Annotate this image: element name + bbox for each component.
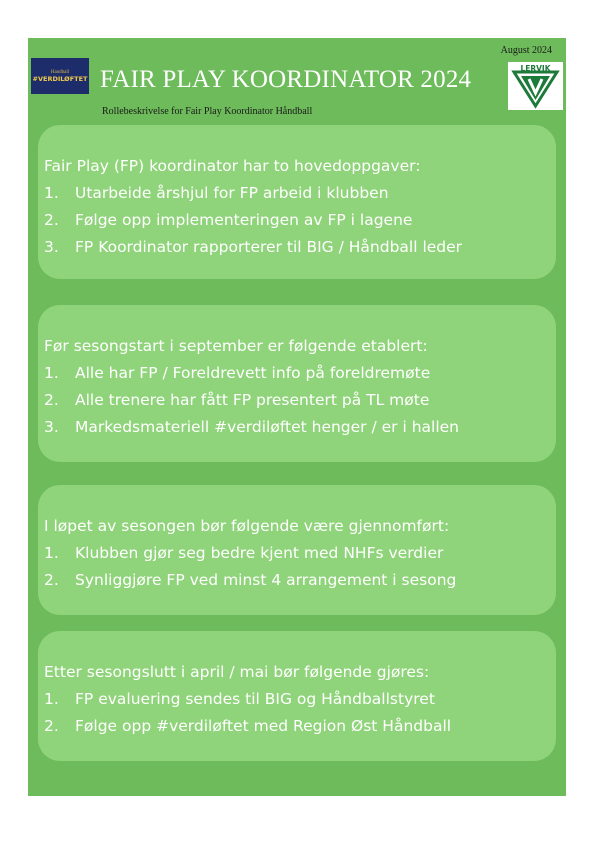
list-number: 2. — [44, 571, 59, 589]
list-item — [44, 180, 556, 207]
document-page — [28, 38, 566, 796]
lervik-logo — [508, 62, 563, 110]
list-item — [44, 234, 556, 261]
list-item — [44, 414, 556, 441]
list-number: 1. — [44, 544, 59, 562]
list-number: 2. — [44, 391, 59, 409]
list-number: 1. — [44, 690, 59, 708]
section-heading: Fair Play (FP) koordinator har to hovedoppgaver: — [44, 157, 421, 175]
list-text: FP evaluering sendes til BIG og Håndballstyret — [75, 690, 435, 708]
list-item — [44, 540, 556, 567]
list-text: Følge opp implementeringen av FP i lagene — [75, 211, 413, 229]
list-item — [44, 207, 556, 234]
list-text: Følge opp #verdiløftet med Region Øst Håndball — [75, 717, 452, 735]
list-text: Alle trenere har fått FP presentert på TL møte — [75, 391, 430, 409]
list-number: 1. — [44, 364, 59, 382]
list-text: Markedsmateriell #verdiløftet henger / er i hallen — [75, 418, 459, 436]
section-before-season — [38, 305, 556, 462]
verdiloftet-logo — [31, 58, 89, 94]
list-text: FP Koordinator rapporterer til BIG / Håndball leder — [75, 238, 463, 256]
list-text: Utarbeide årshjul for FP arbeid i klubben — [75, 184, 389, 202]
section-during-season — [38, 485, 556, 615]
section-heading: Før sesongstart i september er følgende etablert: — [44, 337, 428, 355]
section-heading: I løpet av sesongen bør følgende være gjennomført: — [44, 517, 450, 535]
list-item — [44, 686, 556, 713]
page-title: FAIR PLAY KOORDINATOR 2024 — [100, 66, 472, 93]
list-item — [44, 360, 556, 387]
list-item — [44, 713, 556, 740]
verdiloftet-logo-text: #VERDILØFTET — [32, 74, 88, 83]
list-number: 3. — [44, 238, 59, 256]
section-main-tasks — [38, 125, 556, 279]
document-date: August 2024 — [500, 45, 552, 56]
list-text: Alle har FP / Foreldrevett info på foreldremøte — [75, 364, 431, 382]
list-number: 3. — [44, 418, 59, 436]
section-after-season — [38, 631, 556, 761]
section-heading: Etter sesongslutt i april / mai bør følgende gjøres: — [44, 663, 430, 681]
list-item — [44, 387, 556, 414]
list-number: 2. — [44, 717, 59, 735]
verdiloftet-logo-top: Handball — [50, 69, 70, 75]
list-text: Synliggjøre FP ved minst 4 arrangement i sesong — [75, 571, 457, 589]
list-text: Klubben gjør seg bedre kjent med NHFs verdier — [75, 544, 444, 562]
list-number: 2. — [44, 211, 59, 229]
list-item — [44, 567, 556, 594]
lervik-logo-text: LERVIK — [520, 64, 551, 73]
list-number: 1. — [44, 184, 59, 202]
page-subtitle: Rollebeskrivelse for Fair Play Koordinator Håndball — [102, 106, 313, 117]
